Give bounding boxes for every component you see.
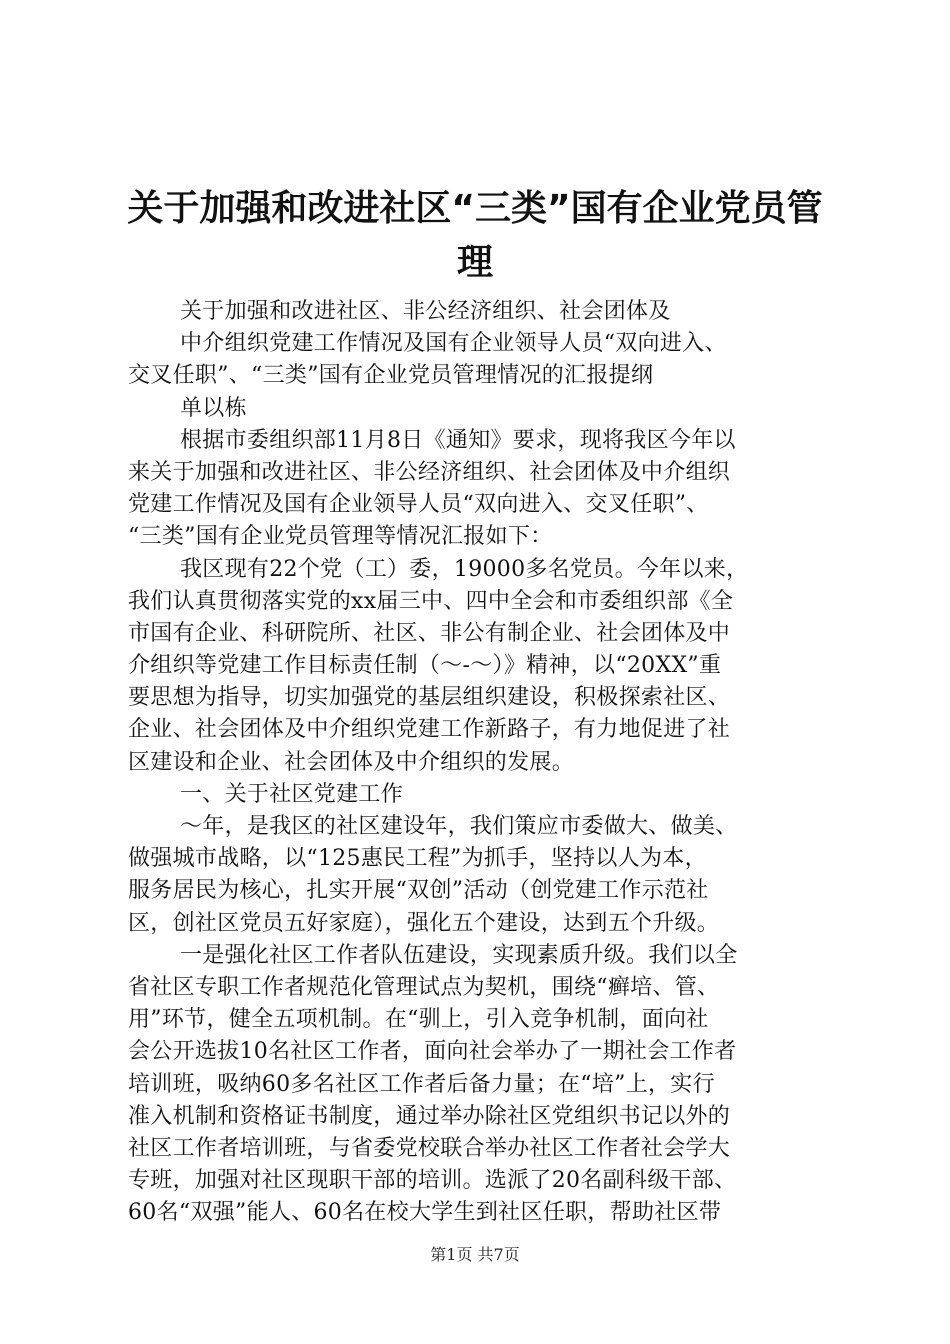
body-text-line: 根据市委组织部11月8日《通知》要求，现将我区今年以 <box>180 427 736 453</box>
body-text-line: 交叉任职”、“三类”国有企业党员管理情况的汇报提纲 <box>128 363 654 389</box>
body-text-line: 60名“双强”能人、60名在校大学生到社区任职，帮助社区带 <box>128 1200 722 1226</box>
document-title-line-2: 理 <box>456 242 493 283</box>
body-text-line: 会公开选拔10名社区工作者，面向社会举办了一期社会工作者 <box>128 1039 737 1065</box>
body-text-line: 社区工作者培训班，与省委党校联合举办社区工作者社会学大 <box>128 1135 731 1161</box>
body-text-line: 区，创社区党员五好家庭），强化五个建设，达到五个升级。 <box>128 910 720 936</box>
body-text-line: 服务居民为核心，扎实开展“双创”活动（创党建工作示范社 <box>128 878 709 904</box>
body-text-line: 来关于加强和改进社区、非公经济组织、社会团体及中介组织 <box>128 459 731 485</box>
body-text-line: 党建工作情况及国有企业领导人员“双向进入、交叉任职”、 <box>128 492 709 518</box>
body-text-line: 介组织等党建工作目标责任制（～-～）》精神，以“20XX”重 <box>128 653 722 679</box>
body-text-line: 我们认真贯彻落实党的xx届三中、四中全会和市委组织部《全 <box>128 588 734 614</box>
body-text-line: 做强城市战略，以“125惠民工程”为抓手，坚持以人为本， <box>128 846 707 872</box>
body-text-line: 单以栋 <box>180 395 247 421</box>
body-text-line: 企业、社会团体及中介组织党建工作新路子，有力地促进了社 <box>128 717 731 743</box>
body-text-line: 省社区专职工作者规范化管理试点为契机，围绕“癣培、管、 <box>128 974 720 1000</box>
body-text-line: 关于加强和改进社区、非公经济组织、社会团体及 <box>180 299 671 324</box>
body-text-line: 我区现有22个党（工）委，19000多名党员。今年以来， <box>180 556 749 582</box>
body-text-line: 用”环节，健全五项机制。在“驯上，引入竞争机制，面向社 <box>128 1007 709 1033</box>
body-text-line: “三类”国有企业党员管理等情况汇报如下： <box>128 524 553 550</box>
document-title-line-1: 关于加强和改进社区“三类”国有企业党员管 <box>127 188 823 229</box>
body-text-line: 培训班，吸纳60多名社区工作者后备力量；在“培”上，实行 <box>128 1071 715 1097</box>
body-text-line: 准入机制和资格证书制度，通过举办除社区党组织书记以外的 <box>128 1103 731 1129</box>
body-text-line: 专班，加强对社区现职干部的培训。选派了20名副科级干部、 <box>128 1168 737 1194</box>
body-text-line: 要思想为指导，切实加强党的基层组织建设，积极探索社区、 <box>128 685 731 711</box>
body-text-line: 区建设和企业、社会团体及中介组织的发展。 <box>128 749 575 775</box>
document-body <box>128 296 834 1229</box>
body-text-line: 一、关于社区党建工作 <box>180 781 404 807</box>
page-footer: 第1页 共7页 <box>430 1245 520 1264</box>
body-text-line: ～年，是我区的社区建设年，我们策应市委做大、做美、 <box>180 814 738 839</box>
body-text-line: 市国有企业、科研院所、社区、非公有制企业、社会团体及中 <box>128 620 731 646</box>
body-text-line: 中介组织党建工作情况及国有企业领导人员“双向进入、 <box>180 331 727 357</box>
body-text-line: 一是强化社区工作者队伍建设，实现素质升级。我们以全 <box>180 942 738 968</box>
